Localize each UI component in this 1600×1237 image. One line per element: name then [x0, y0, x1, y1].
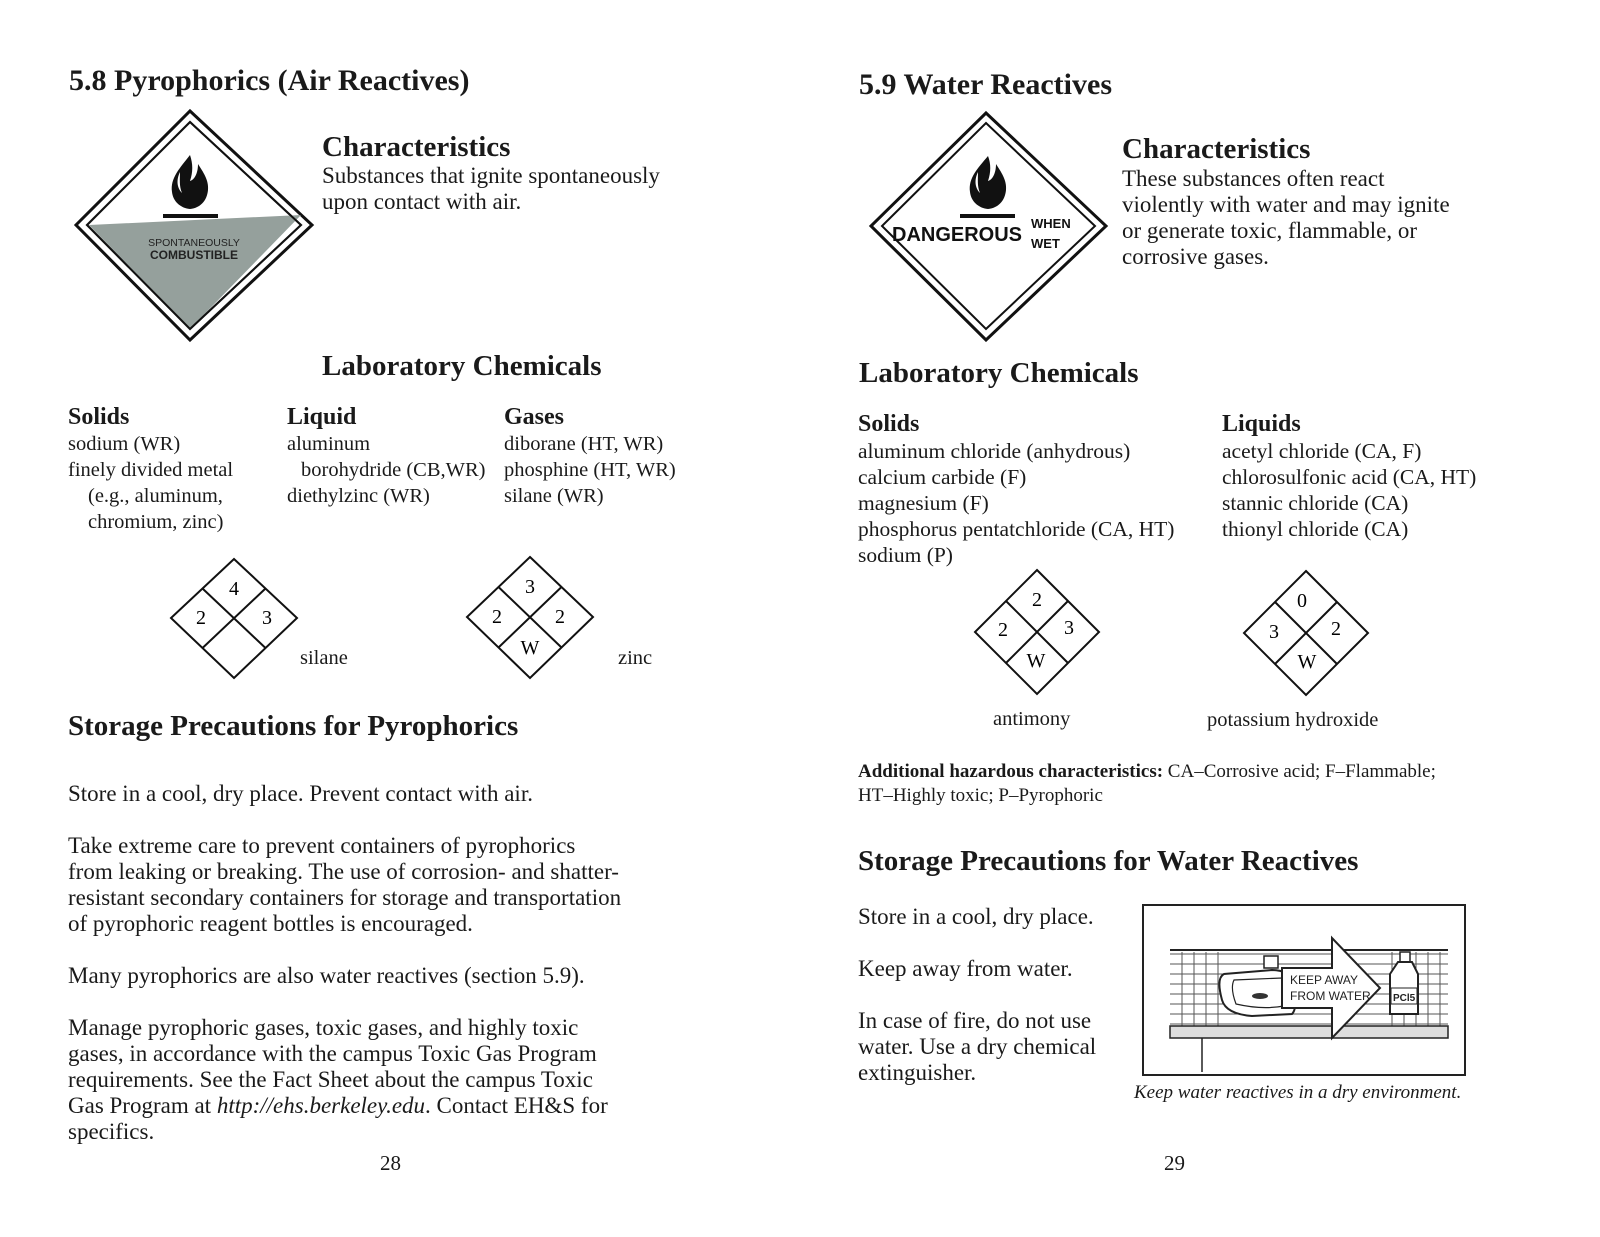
characteristics-heading: Characteristics: [1122, 133, 1311, 165]
svg-text:KEEP AWAY: KEEP AWAY: [1290, 973, 1359, 987]
svg-text:3: 3: [1064, 617, 1074, 639]
svg-text:SPONTANEOUSLY: SPONTANEOUSLY: [148, 237, 240, 249]
nfpa-diamond-antimony: [971, 567, 1103, 697]
nfpa-diamond-potassium-hydroxide: [1240, 568, 1372, 698]
svg-text:FROM WATER: FROM WATER: [1290, 989, 1371, 1003]
svg-text:2: 2: [1032, 589, 1042, 611]
section-title: 5.8 Pyrophorics (Air Reactives): [69, 64, 470, 97]
dangerous-when-wet-placard: [868, 110, 1110, 342]
svg-text:W: W: [1297, 651, 1317, 673]
svg-text:WHEN: WHEN: [1031, 216, 1071, 231]
lab-chemicals-heading: Laboratory Chemicals: [322, 350, 602, 382]
storage-heading: Storage Precautions for Water Reactives: [858, 845, 1359, 877]
storage-text: Store in a cool, dry place. Keep away from water. In case of fire, do not use water. Use a dry chemical extinguisher.: [858, 904, 1097, 1085]
additional-hazard-note: Additional hazardous characteristics: CA–Corrosive acid; F–Flammable; HT–Highly toxic; P–Pyrophoric: [858, 761, 1436, 806]
storage-heading: Storage Precautions for Pyrophorics: [68, 710, 519, 742]
liquid-column: Liquid aluminum borohydride (CB,WR) diethylzinc (WR): [287, 404, 486, 507]
dry-environment-illustration: [1142, 904, 1466, 1076]
characteristics-text: Substances that ignite spontaneously upon contact with air.: [322, 163, 660, 214]
solids-column: Solids aluminum chloride (anhydrous) calcium carbide (F) magnesium (F) phosphorus pentatchloride (CA, HT) sodium (P): [858, 411, 1175, 567]
svg-text:W: W: [520, 637, 540, 659]
ehs-link[interactable]: http://ehs.berkeley.edu: [216, 1093, 426, 1118]
svg-text:4: 4: [229, 578, 239, 600]
spontaneously-combustible-placard: [72, 108, 316, 344]
characteristics-heading: Characteristics: [322, 131, 511, 163]
svg-text:3: 3: [262, 607, 272, 629]
storage-text: Store in a cool, dry place. Prevent contact with air. Take extreme care to prevent containers of pyrophorics from leaking or breaking. The use of corrosion- and shatter- resistant secondary containers for storage and transportation of pyrophoric reagent bottles is encouraged. Many pyrophorics are also water reactives (section 5.9). Manage pyrophoric gases, toxic gases, and highly toxic gases, in accordance with the campus Toxic Gas Program requirements. See the Fact Sheet about the campus Toxic Gas Program at http://ehs.berkeley.edu. Contact EH&S for specifics.: [68, 781, 622, 1144]
nfpa-label-zinc: zinc: [618, 647, 653, 669]
svg-text:PCl5: PCl5: [1393, 993, 1416, 1004]
right-page: [800, 0, 1600, 1237]
lab-chemicals-heading: Laboratory Chemicals: [859, 357, 1139, 389]
solids-column: Solids sodium (WR) finely divided metal (e.g., aluminum, chromium, zinc): [68, 404, 234, 533]
svg-text:2: 2: [998, 619, 1008, 641]
svg-text:DANGEROUS: DANGEROUS: [892, 224, 1023, 246]
svg-text:3: 3: [525, 576, 535, 598]
svg-text:COMBUSTIBLE: COMBUSTIBLE: [150, 248, 238, 262]
svg-text:2: 2: [1331, 618, 1341, 640]
section-title: 5.9 Water Reactives: [859, 68, 1112, 101]
nfpa-diamond-silane: [168, 556, 302, 682]
nfpa-label-potassium-hydroxide: potassium hydroxide: [1207, 709, 1379, 731]
liquids-column: Liquids acetyl chloride (CA, F) chlorosulfonic acid (CA, HT) stannic chloride (CA) thionyl chloride (CA): [1222, 411, 1477, 541]
nfpa-label-antimony: antimony: [993, 708, 1071, 730]
characteristics-text: These substances often react violently with water and may ignite or generate toxic, flammable, or corrosive gases.: [1122, 166, 1450, 269]
svg-text:3: 3: [1269, 621, 1279, 643]
illustration-caption: Keep water reactives in a dry environment.: [1134, 1082, 1462, 1103]
nfpa-label-silane: silane: [300, 647, 348, 669]
svg-text:2: 2: [492, 606, 502, 628]
gases-column: Gases diborane (HT, WR) phosphine (HT, WR) silane (WR): [504, 404, 676, 507]
svg-text:W: W: [1026, 650, 1046, 672]
svg-text:2: 2: [196, 607, 206, 629]
page-number: 28: [380, 1151, 401, 1175]
page-number: 29: [1164, 1151, 1185, 1175]
svg-text:0: 0: [1297, 590, 1307, 612]
nfpa-diamond-zinc: [464, 554, 598, 682]
svg-text:2: 2: [555, 606, 565, 628]
svg-text:WET: WET: [1031, 236, 1060, 251]
